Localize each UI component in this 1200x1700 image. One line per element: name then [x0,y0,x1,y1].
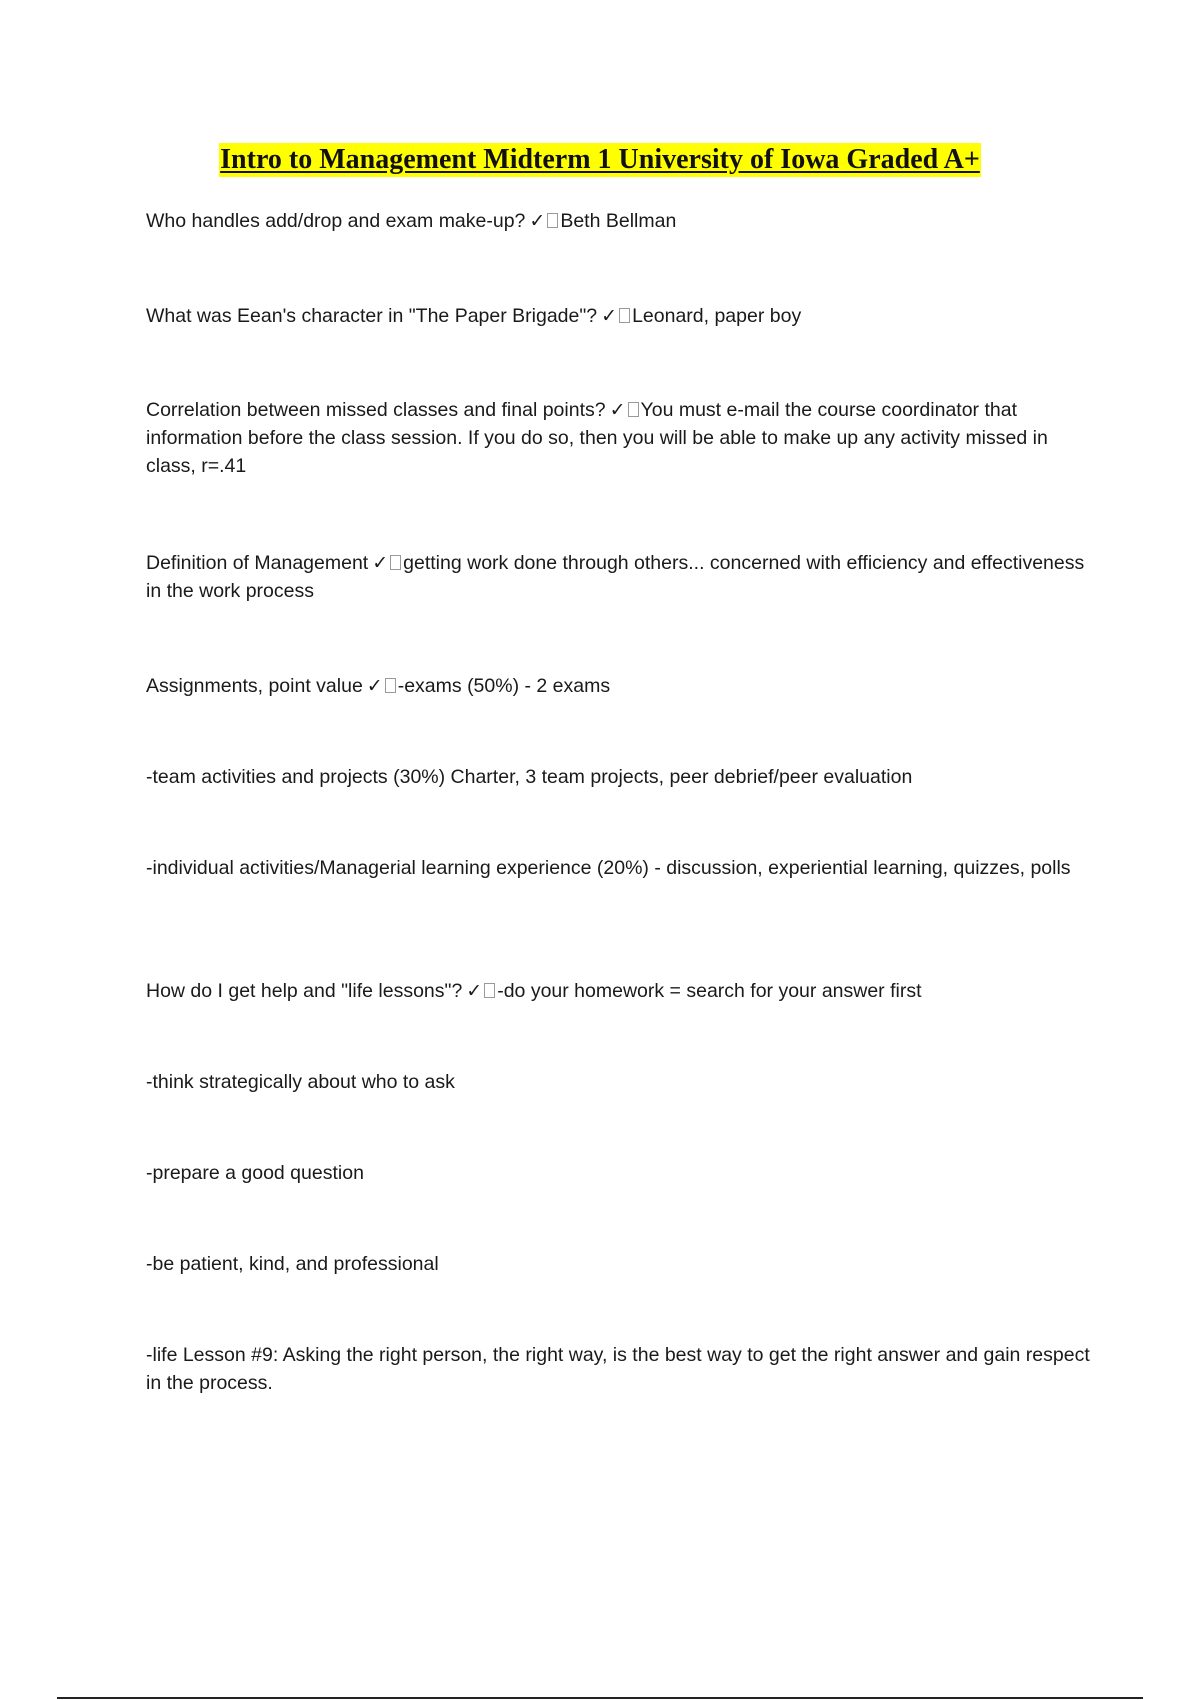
entry-text: -prepare a good question [146,1162,364,1184]
answer-text: -do your homework = search for your answer first [497,980,922,1002]
answer-text: getting work done through others... concerned with efficiency and effectiveness in the work process [146,552,1085,602]
qa-entry-4 [146,549,1096,605]
empty-box-icon [390,555,401,570]
qa-entry-1 [146,207,1096,235]
qa-entry-3 [146,396,1096,480]
question-text: Who handles add/drop and exam make-up? [146,210,526,232]
entry-text: -be patient, kind, and professional [146,1253,439,1275]
checkmark-icon: ✓ [609,399,626,421]
text-entry-6 [146,763,1096,791]
text-entry-11 [146,1250,1096,1278]
checkmark-icon: ✓ [601,305,618,327]
entry-text: -team activities and projects (30%) Charter, 3 team projects, peer debrief/peer evaluation [146,766,913,788]
answer-text: -exams (50%) - 2 exams [397,675,611,697]
empty-box-icon [619,308,630,323]
text-entry-9 [146,1068,1096,1096]
entry-text: -individual activities/Managerial learning experience (20%) - discussion, experiential learning, quizzes, polls [146,857,1071,879]
answer-text: You must e-mail the course coordinator that information before the class session. If you do so, then you will be able to make up any activity missed in class, r=.41 [146,399,1048,477]
document-title: Intro to Management Midterm 1 University of Iowa Graded A+ [220,144,980,175]
entry-text: -life Lesson #9: Asking the right person, the right way, is the best way to get the right answer and gain respect in the process. [146,1344,1090,1394]
footer-rule [57,1697,1143,1699]
qa-entry-8 [146,977,1096,1005]
qa-entry-5 [146,672,1096,700]
text-entry-7 [146,854,1096,882]
question-text: How do I get help and "life lessons"? [146,980,463,1002]
checkmark-icon: ✓ [529,210,546,232]
empty-box-icon [385,678,396,693]
checkmark-icon: ✓ [466,980,483,1002]
qa-entry-2 [146,302,1096,330]
title-container [0,143,1200,177]
answer-text: Beth Bellman [560,210,677,232]
checkmark-icon: ✓ [372,552,389,574]
question-text: Assignments, point value [146,675,363,697]
text-entry-12 [146,1341,1096,1397]
question-text: What was Eean's character in "The Paper Brigade"? [146,305,598,327]
question-text: Correlation between missed classes and final points? [146,399,606,421]
answer-text: Leonard, paper boy [632,305,802,327]
empty-box-icon [484,983,495,998]
empty-box-icon [547,213,558,228]
entry-text: -think strategically about who to ask [146,1071,455,1093]
checkmark-icon: ✓ [366,675,383,697]
empty-box-icon [628,402,639,417]
text-entry-10 [146,1159,1096,1187]
question-text: Definition of Management [146,552,369,574]
